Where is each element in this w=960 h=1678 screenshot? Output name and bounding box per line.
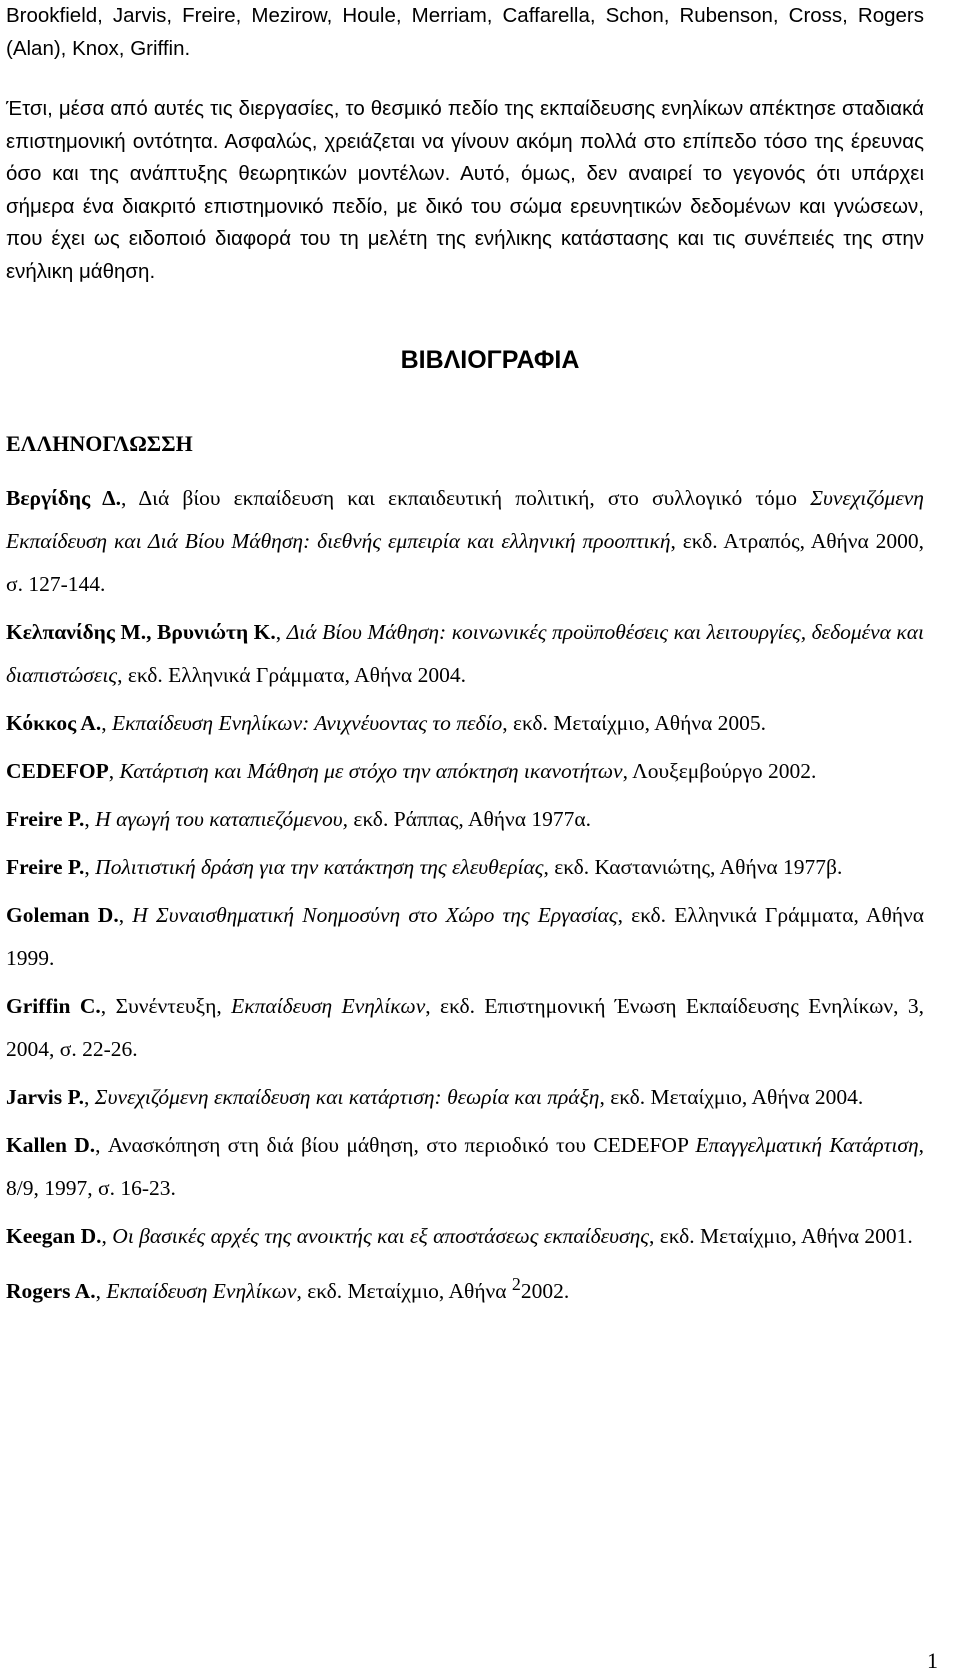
reference-author: Goleman D.	[6, 903, 119, 927]
edition-superscript: 2	[511, 1274, 521, 1294]
reference-separator: ,	[95, 1279, 107, 1304]
reference-separator: ,	[121, 486, 139, 510]
reference-item	[6, 1124, 924, 1210]
reference-separator: ,	[95, 1133, 108, 1157]
reference-item	[6, 846, 924, 889]
reference-title: Εκπαίδευση Ενηλίκων: Ανιχνέυοντας το πεδίο	[111, 711, 503, 735]
reference-title: Εκπαίδευση Ενηλίκων	[106, 1279, 297, 1304]
reference-author: Keegan D.	[6, 1224, 102, 1248]
reference-details: , εκδ. Μεταίχμιο, Αθήνα 2004.	[599, 1085, 864, 1109]
reference-prefix: Συνέντευξη,	[115, 994, 232, 1018]
reference-separator: ,	[84, 1085, 95, 1109]
reference-details: εκδ. Ράππας, Αθήνα 1977α.	[348, 807, 592, 831]
reference-title: Πολιτιστική δράση για την κατάκτηση της ελευθερίας	[95, 855, 544, 879]
reference-separator: ,	[101, 1224, 113, 1248]
reference-details: , 8/9, 1997, σ. 16-23.	[6, 1133, 924, 1200]
reference-details: , εκδ. Μεταίχμιο, Αθήνα	[296, 1279, 512, 1304]
reference-details: , εκδ. Επιστημονική Ένωση Εκπαίδευσης Ενηλίκων, 3, 2004, σ. 22-26.	[6, 994, 924, 1061]
reference-details: , εκδ. Μεταίχμιο, Αθήνα 2001.	[648, 1224, 913, 1248]
reference-prefix: Διά βίου εκπαίδευση και εκπαιδευτική πολιτική, στο συλλογικό τόμο	[138, 486, 811, 510]
reference-author: Kallen D.	[6, 1133, 96, 1157]
reference-title: Επαγγελματική Κατάρτιση	[695, 1133, 919, 1157]
reference-details: , εκδ. Μεταίχμιο, Αθήνα 2005.	[502, 711, 767, 735]
reference-separator: ,	[275, 620, 287, 644]
intro-paragraph-1: Brookfield, Jarvis, Freire, Mezirow, Houle, Merriam, Caffarella, Schon, Rubenson, Cross, Rogers (Alan), Knox, Griffin.	[6, 4, 924, 60]
reference-author: Rogers A.	[6, 1279, 96, 1304]
intro-paragraph-2: Έτσι, μέσα από αυτές τις διεργασίες, το θεσμικό πεδίο της εκπαίδευσης ενηλίκων απέκτησε σταδιακά επιστημονική οντότητα. Ασφαλώς, χρειάζεται να γίνουν ακόμη πολλά στο επίπεδο τόσο της έρευνας όσο και της ανάπτυξης θεωρητικών μοντέλων. Αυτό, όμως, δεν αναιρεί το γεγονός ότι υπάρχει σήμερα ένα διακριτό επιστημονικό πεδίο, με δικό του σώμα ερευνητικών δεδομένων και γνώσεων, που έχει ως ειδοποιό διαφορά του τη μελέτη της ενήλικης κατάστασης και τις συνέπειές της στην ενήλικη μάθηση.	[6, 97, 924, 283]
reference-separator: ,	[100, 994, 116, 1018]
reference-author: Griffin C.	[6, 994, 101, 1018]
page-number: 1	[927, 1648, 938, 1673]
reference-separator: ,	[108, 759, 120, 783]
reference-item	[6, 1076, 924, 1119]
reference-list	[6, 477, 924, 1318]
reference-title: Συνεχιζόμενη Εκπαίδευση και Διά Βίου Μάθηση: διεθνής εμπειρία και ελληνική προοπτική	[6, 486, 924, 553]
reference-prefix: Ανασκόπηση στη διά βίου μάθηση, στο περιοδικό του CEDEFOP	[107, 1133, 696, 1157]
reference-author: CEDEFOP	[6, 759, 109, 783]
reference-separator: ,	[84, 855, 96, 879]
reference-author: Κόκκος Α.	[6, 711, 102, 735]
reference-item	[6, 611, 924, 697]
reference-separator: ,	[118, 903, 133, 927]
reference-author: Κελπανίδης Μ., Βρυνιώτη Κ.	[6, 620, 276, 644]
reference-year: 2002.	[520, 1279, 570, 1304]
reference-separator: ,	[84, 807, 96, 831]
bibliography-heading: ΒΙΒΛΙΟΓΡΑΦΙΑ	[400, 346, 580, 374]
reference-item	[6, 702, 924, 745]
reference-title: Κατάρτιση και Μάθηση με στόχο την απόκτηση ικανοτήτων	[119, 759, 623, 783]
reference-separator: ,	[101, 711, 112, 735]
reference-title: Η Συναισθηματική Νοημοσύνη στο Χώρο της Εργασίας	[132, 903, 618, 927]
intro-text	[6, 0, 924, 288]
reference-title: Συνεχιζόμενη εκπαίδευση και κατάρτιση: θεωρία και πράξη	[94, 1085, 600, 1109]
reference-item	[6, 477, 924, 606]
reference-details: , Λουξεμβούργο 2002.	[622, 759, 817, 783]
reference-item	[6, 1263, 924, 1313]
reference-item	[6, 894, 924, 980]
reference-item	[6, 985, 924, 1071]
reference-author: Jarvis P.	[6, 1085, 85, 1109]
reference-title: Διά Βίου Μάθηση: κοινωνικές προϋποθέσεις και λειτουργίες, δεδομένα και διαπιστώσεις	[6, 620, 925, 687]
reference-title: Η αγωγή του καταπιεζόμενου,	[95, 807, 349, 831]
reference-item	[6, 750, 924, 793]
reference-details: , εκδ. Ατραπός, Αθήνα 2000, σ. 127-144.	[6, 529, 925, 596]
reference-item	[6, 798, 924, 841]
reference-author: Freire P.	[6, 807, 85, 831]
reference-details: , εκδ. Καστανιώτης, Αθήνα 1977β.	[543, 855, 843, 879]
reference-details: , εκδ. Ελληνικά Γράμματα, Αθήνα 2004.	[117, 663, 466, 687]
greek-language-subheading: ΕΛΛΗΝΟΓΛΩΣΣΗ	[6, 431, 193, 456]
reference-author: Freire P.	[6, 855, 85, 879]
reference-item	[6, 1215, 924, 1258]
reference-details: , εκδ. Ελληνικά Γράμματα, Αθήνα 1999.	[6, 903, 924, 970]
reference-author: Βεργίδης Δ.	[6, 486, 122, 510]
reference-title: Οι βασικές αρχές της ανοικτής και εξ αποστάσεως εκπαίδευσης	[112, 1224, 649, 1248]
reference-title: Εκπαίδευση Ενηλίκων	[231, 994, 426, 1018]
